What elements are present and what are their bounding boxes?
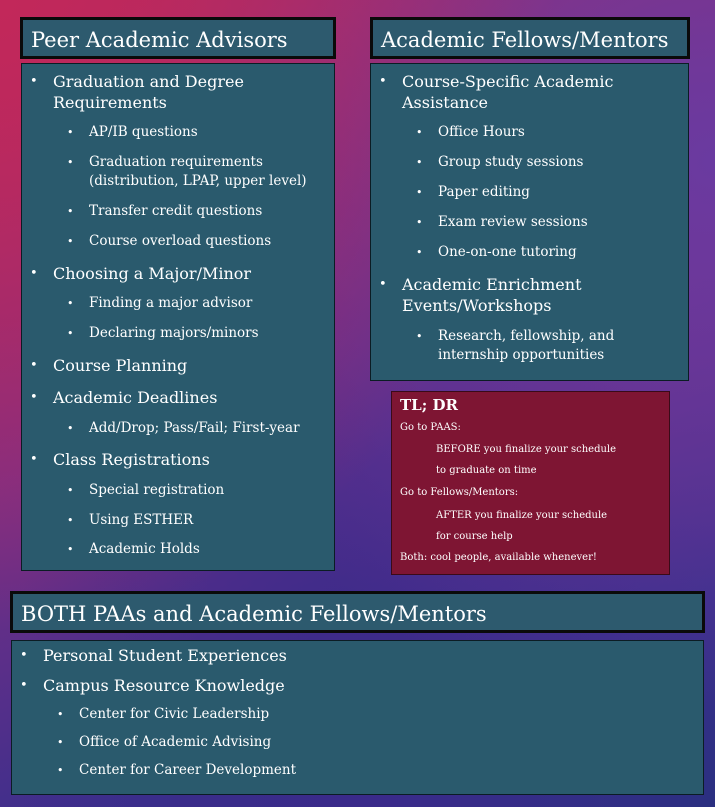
paa-panel bbox=[21, 63, 335, 571]
list-item: • Graduation and Degree Requirements bbox=[22, 71, 333, 113]
list-item: • AP/IB questions bbox=[22, 123, 329, 142]
list-item: • Campus Resource Knowledge bbox=[12, 675, 543, 696]
list-item: • Transfer credit questions bbox=[22, 202, 329, 221]
list-item: • Academic Holds bbox=[22, 540, 329, 559]
tldr-paas-line2: to graduate on time bbox=[436, 465, 537, 476]
paa-title: Peer Academic Advisors bbox=[31, 28, 288, 52]
list-item: • Group study sessions bbox=[371, 153, 678, 172]
list-item: • Paper editing bbox=[371, 183, 678, 202]
list-item: • Using ESTHER bbox=[22, 511, 329, 530]
tldr-paas-heading: Go to PAAS: bbox=[400, 422, 461, 433]
list-item: • Research, fellowship, and internship opportunities bbox=[371, 327, 683, 365]
tldr-box bbox=[391, 391, 670, 575]
fellows-title: Academic Fellows/Mentors bbox=[381, 28, 669, 52]
list-item: • Personal Student Experiences bbox=[12, 645, 543, 666]
list-item: • Class Registrations bbox=[22, 449, 333, 470]
paa-header bbox=[20, 17, 336, 59]
fellows-panel bbox=[370, 63, 689, 381]
list-item: • Academic Enrichment Events/Workshops bbox=[371, 274, 642, 316]
tldr-fellows-line1: AFTER you finalize your schedule bbox=[436, 510, 608, 521]
both-header bbox=[10, 591, 705, 633]
list-item: • Course Planning bbox=[22, 355, 333, 376]
tldr-title: TL; DR bbox=[400, 396, 458, 414]
both-title: BOTH PAAs and Academic Fellows/Mentors bbox=[21, 602, 487, 626]
list-item: • Office of Academic Advising bbox=[12, 733, 529, 752]
list-item: • Add/Drop; Pass/Fail; First-year bbox=[22, 419, 334, 438]
list-item: • Course overload questions bbox=[22, 232, 329, 251]
list-item: • Finding a major advisor bbox=[22, 294, 329, 313]
tldr-paas-line1: BEFORE you finalize your schedule bbox=[436, 444, 617, 455]
fellows-header bbox=[370, 17, 690, 59]
list-item: • Declaring majors/minors bbox=[22, 324, 329, 343]
both-panel bbox=[11, 640, 704, 795]
tldr-fellows-heading: Go to Fellows/Mentors: bbox=[400, 487, 519, 498]
tldr-both: Both: cool people, available whenever! bbox=[400, 552, 597, 563]
tldr-fellows-line2: for course help bbox=[436, 531, 513, 542]
list-item: • Choosing a Major/Minor bbox=[22, 263, 333, 284]
list-item: • Graduation requirements (distribution, LPAP, upper level) bbox=[22, 153, 329, 191]
list-item: • Office Hours bbox=[371, 123, 678, 142]
list-item: • One-on-one tutoring bbox=[371, 243, 678, 262]
list-item: • Course-Specific Academic Assistance bbox=[371, 71, 672, 113]
list-item: • Center for Career Development bbox=[12, 761, 529, 780]
list-item: • Exam review sessions bbox=[371, 213, 678, 232]
list-item: • Center for Civic Leadership bbox=[12, 705, 529, 724]
list-item: • Special registration bbox=[22, 481, 329, 500]
list-item: • Academic Deadlines bbox=[22, 387, 333, 408]
